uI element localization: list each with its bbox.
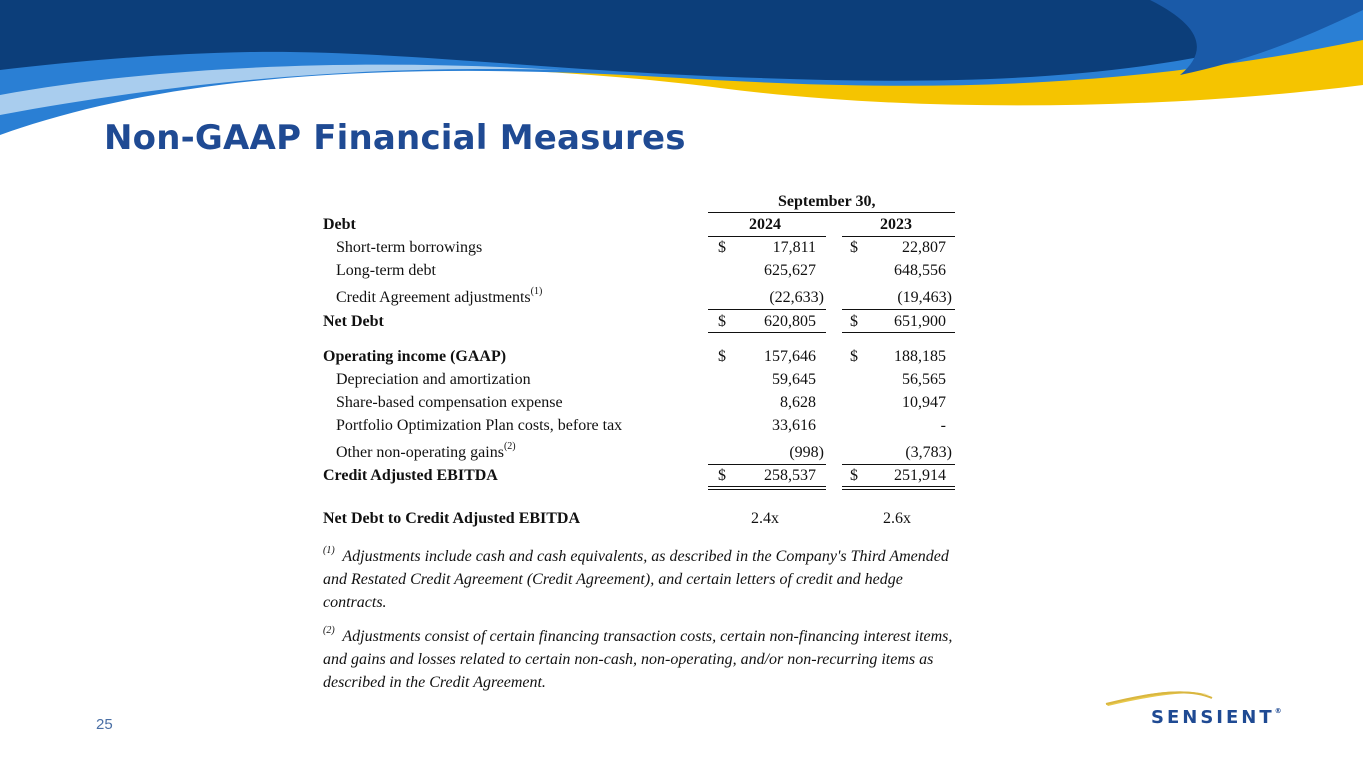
currency-symbol: $ [850,348,858,365]
currency-symbol: $ [718,239,726,256]
value-2023: 251,914 [894,467,946,484]
slide-title: Non-GAAP Financial Measures [104,118,686,158]
subtotal-rule [708,309,826,310]
value-2024: 620,805 [764,313,816,330]
currency-symbol: $ [850,239,858,256]
brand-wordmark: SENSIENT® [1151,707,1282,728]
value-2023: 648,556 [894,262,946,279]
year-2024-header: 2024 [749,216,781,233]
footnote-1: $^{(1)}$ Adjustments include cash and cash equivalents, as described in the Company's Third Amended and Restated Credit Agreement (Credit Agreement), and certain letters of credit and hedge contracts. [323,544,949,611]
row-label-portfolio-optimization: Portfolio Optimization Plan costs, before tax [336,417,623,434]
footnote-marker: (1) [323,544,335,556]
period-header: September 30, [778,193,876,210]
row-label-net-debt-to-ebitda: Net Debt to Credit Adjusted EBITDA [323,510,581,527]
period-header-underline [708,212,955,213]
value-2024: 17,811 [772,239,816,256]
value-2023: (3,783) [905,444,952,461]
year-2023-underline [842,236,955,237]
currency-symbol: $ [718,313,726,330]
currency-symbol: $ [850,467,858,484]
subtotal-rule [842,464,955,465]
row-label-operating-income: Operating income (GAAP) [323,348,507,365]
footnote-marker: (2) [323,624,335,636]
value-2023: 22,807 [902,239,946,256]
value-2024: 8,628 [780,394,816,411]
value-2024: 33,616 [772,417,816,434]
ratio-2023: 2.6x [883,510,911,527]
footnote-2: $^{(2)}$ Adjustments consist of certain financing transaction costs, certain non-financing interest items, and gains and losses related to certain non-cash, non-operating, and/or non-recurring items as described in the Credit Agreement. [323,624,953,691]
footnote-marker: (1) [530,285,543,297]
currency-symbol: $ [718,467,726,484]
value-2023: 651,900 [894,313,946,330]
row-label-credit-adjusted-ebitda: Credit Adjusted EBITDA [323,467,498,484]
page-number: 25 [96,716,113,733]
row-label-share-based-compensation: Share-based compensation expense [336,394,563,411]
year-2023-header: 2023 [880,216,912,233]
currency-symbol: $ [718,348,726,365]
row-label-net-debt: Net Debt [323,313,384,330]
value-2024: 157,646 [764,348,816,365]
double-underline [708,486,826,490]
currency-symbol: $ [850,313,858,330]
value-2023: - [940,417,946,434]
ratio-2024: 2.4x [751,510,779,527]
value-2023: 10,947 [902,394,946,411]
subtotal-rule [842,309,955,310]
value-2024: 625,627 [764,262,816,279]
value-2024: (998) [789,444,824,461]
section-debt-label: Debt [323,216,356,233]
value-2024: 59,645 [772,371,816,388]
total-rule [842,332,955,333]
double-underline [842,486,955,490]
row-label-long-term-debt: Long-term debt [336,262,436,279]
value-2023: (19,463) [897,289,952,306]
row-label-other-non-operating-gains: Other non-operating gains$^{(2)}$ [336,440,516,461]
value-2023: 188,185 [894,348,946,365]
value-2024: 258,537 [764,467,816,484]
row-label-depreciation: Depreciation and amortization [336,371,531,388]
value-2024: (22,633) [769,289,824,306]
total-rule [708,332,826,333]
footnote-marker: (2) [503,440,516,452]
subtotal-rule [708,464,826,465]
row-label-credit-agreement-adjustments: Credit Agreement adjustments$^{(1)}$ [336,285,543,306]
year-2024-underline [708,236,826,237]
row-label-short-term-borrowings: Short-term borrowings [336,239,483,256]
value-2023: 56,565 [902,371,946,388]
